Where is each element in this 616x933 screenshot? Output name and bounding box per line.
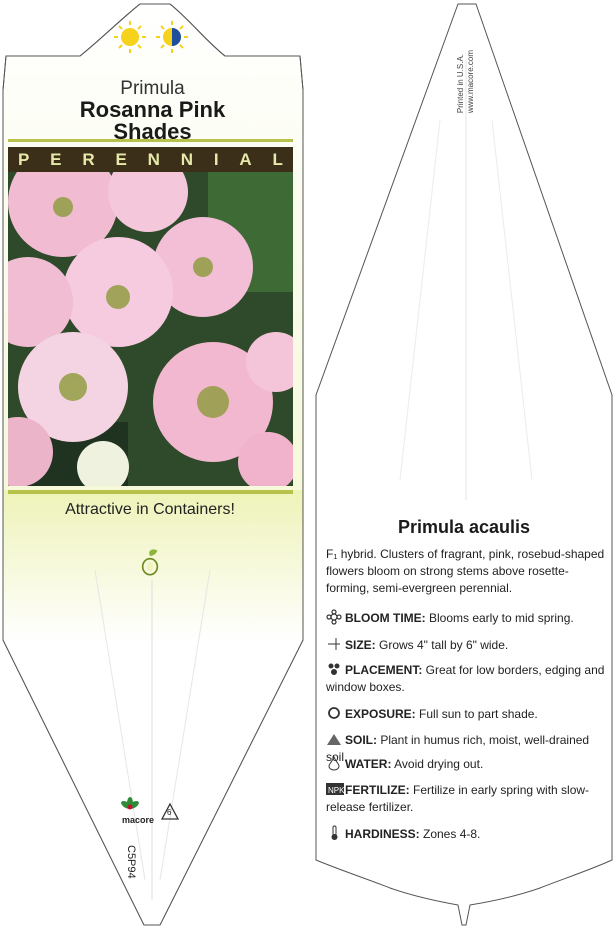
bloom-time-icon	[326, 609, 342, 625]
banner-letter: E	[115, 149, 127, 169]
printed-country: Printed in U.S.A.	[456, 53, 465, 114]
banner-letter: N	[180, 149, 194, 169]
fertilize-icon	[326, 781, 342, 797]
banner-letter: E	[50, 149, 62, 169]
variety-line-1: Rosanna Pink	[79, 97, 226, 122]
size-icon	[326, 636, 342, 652]
recycle-icon	[160, 802, 180, 822]
recycle-code: 6	[167, 808, 172, 817]
water-icon	[326, 755, 342, 771]
banner-letter: I	[213, 149, 219, 169]
svg-text:NPK: NPK	[328, 786, 344, 795]
leaf-ring-icon	[136, 548, 164, 576]
perennial-banner	[8, 147, 293, 172]
flower-photo	[8, 172, 293, 486]
banner-letter: L	[272, 149, 283, 169]
care-placement: PLACEMENT: Great for low borders, edging and window boxes.	[326, 663, 605, 694]
care-hardiness: HARDINESS: Zones 4-8.	[326, 825, 610, 843]
printed-website: www.macore.com	[466, 50, 475, 114]
exposure-icon	[326, 705, 342, 721]
care-water: WATER: Avoid drying out.	[326, 755, 610, 773]
tagline: Attractive in Containers!	[65, 501, 235, 518]
care-exposure: EXPOSURE: Full sun to part shade.	[326, 705, 610, 723]
printed-info	[456, 50, 476, 113]
banner-letter: R	[82, 149, 95, 169]
banner-letter: A	[239, 149, 252, 169]
botanical-name: Primula acaulis	[397, 517, 531, 537]
plant-description: F₁ hybrid. Clusters of fragrant, pink, rosebud-shaped flowers bloom on strong stems above rosette-forming, semi-evergreen perennial.	[326, 547, 605, 595]
soil-icon	[326, 731, 342, 747]
banner-letter: N	[147, 149, 160, 169]
placement-icon	[326, 661, 342, 677]
variety-line-2: Shades	[113, 119, 192, 144]
plant-variety	[0, 99, 305, 143]
banner-letter: P	[18, 149, 30, 169]
care-soil: SOIL: Plant in humus rich, moist, well-drained soil.	[326, 733, 590, 764]
macore-logo-icon	[118, 797, 142, 817]
brand-name: macore	[122, 815, 155, 825]
care-size: SIZE: Grows 4" tall by 6" wide.	[326, 636, 610, 654]
sku-code: C5P94	[125, 845, 137, 879]
hardiness-icon	[326, 825, 342, 841]
care-bloom-time: BLOOM TIME: Blooms early to mid spring.	[326, 609, 610, 627]
care-fertilize: NPK FERTILIZE: Fertilize in early spring with slow-release fertilizer.	[326, 783, 590, 814]
plant-genus: Primula	[120, 78, 185, 99]
